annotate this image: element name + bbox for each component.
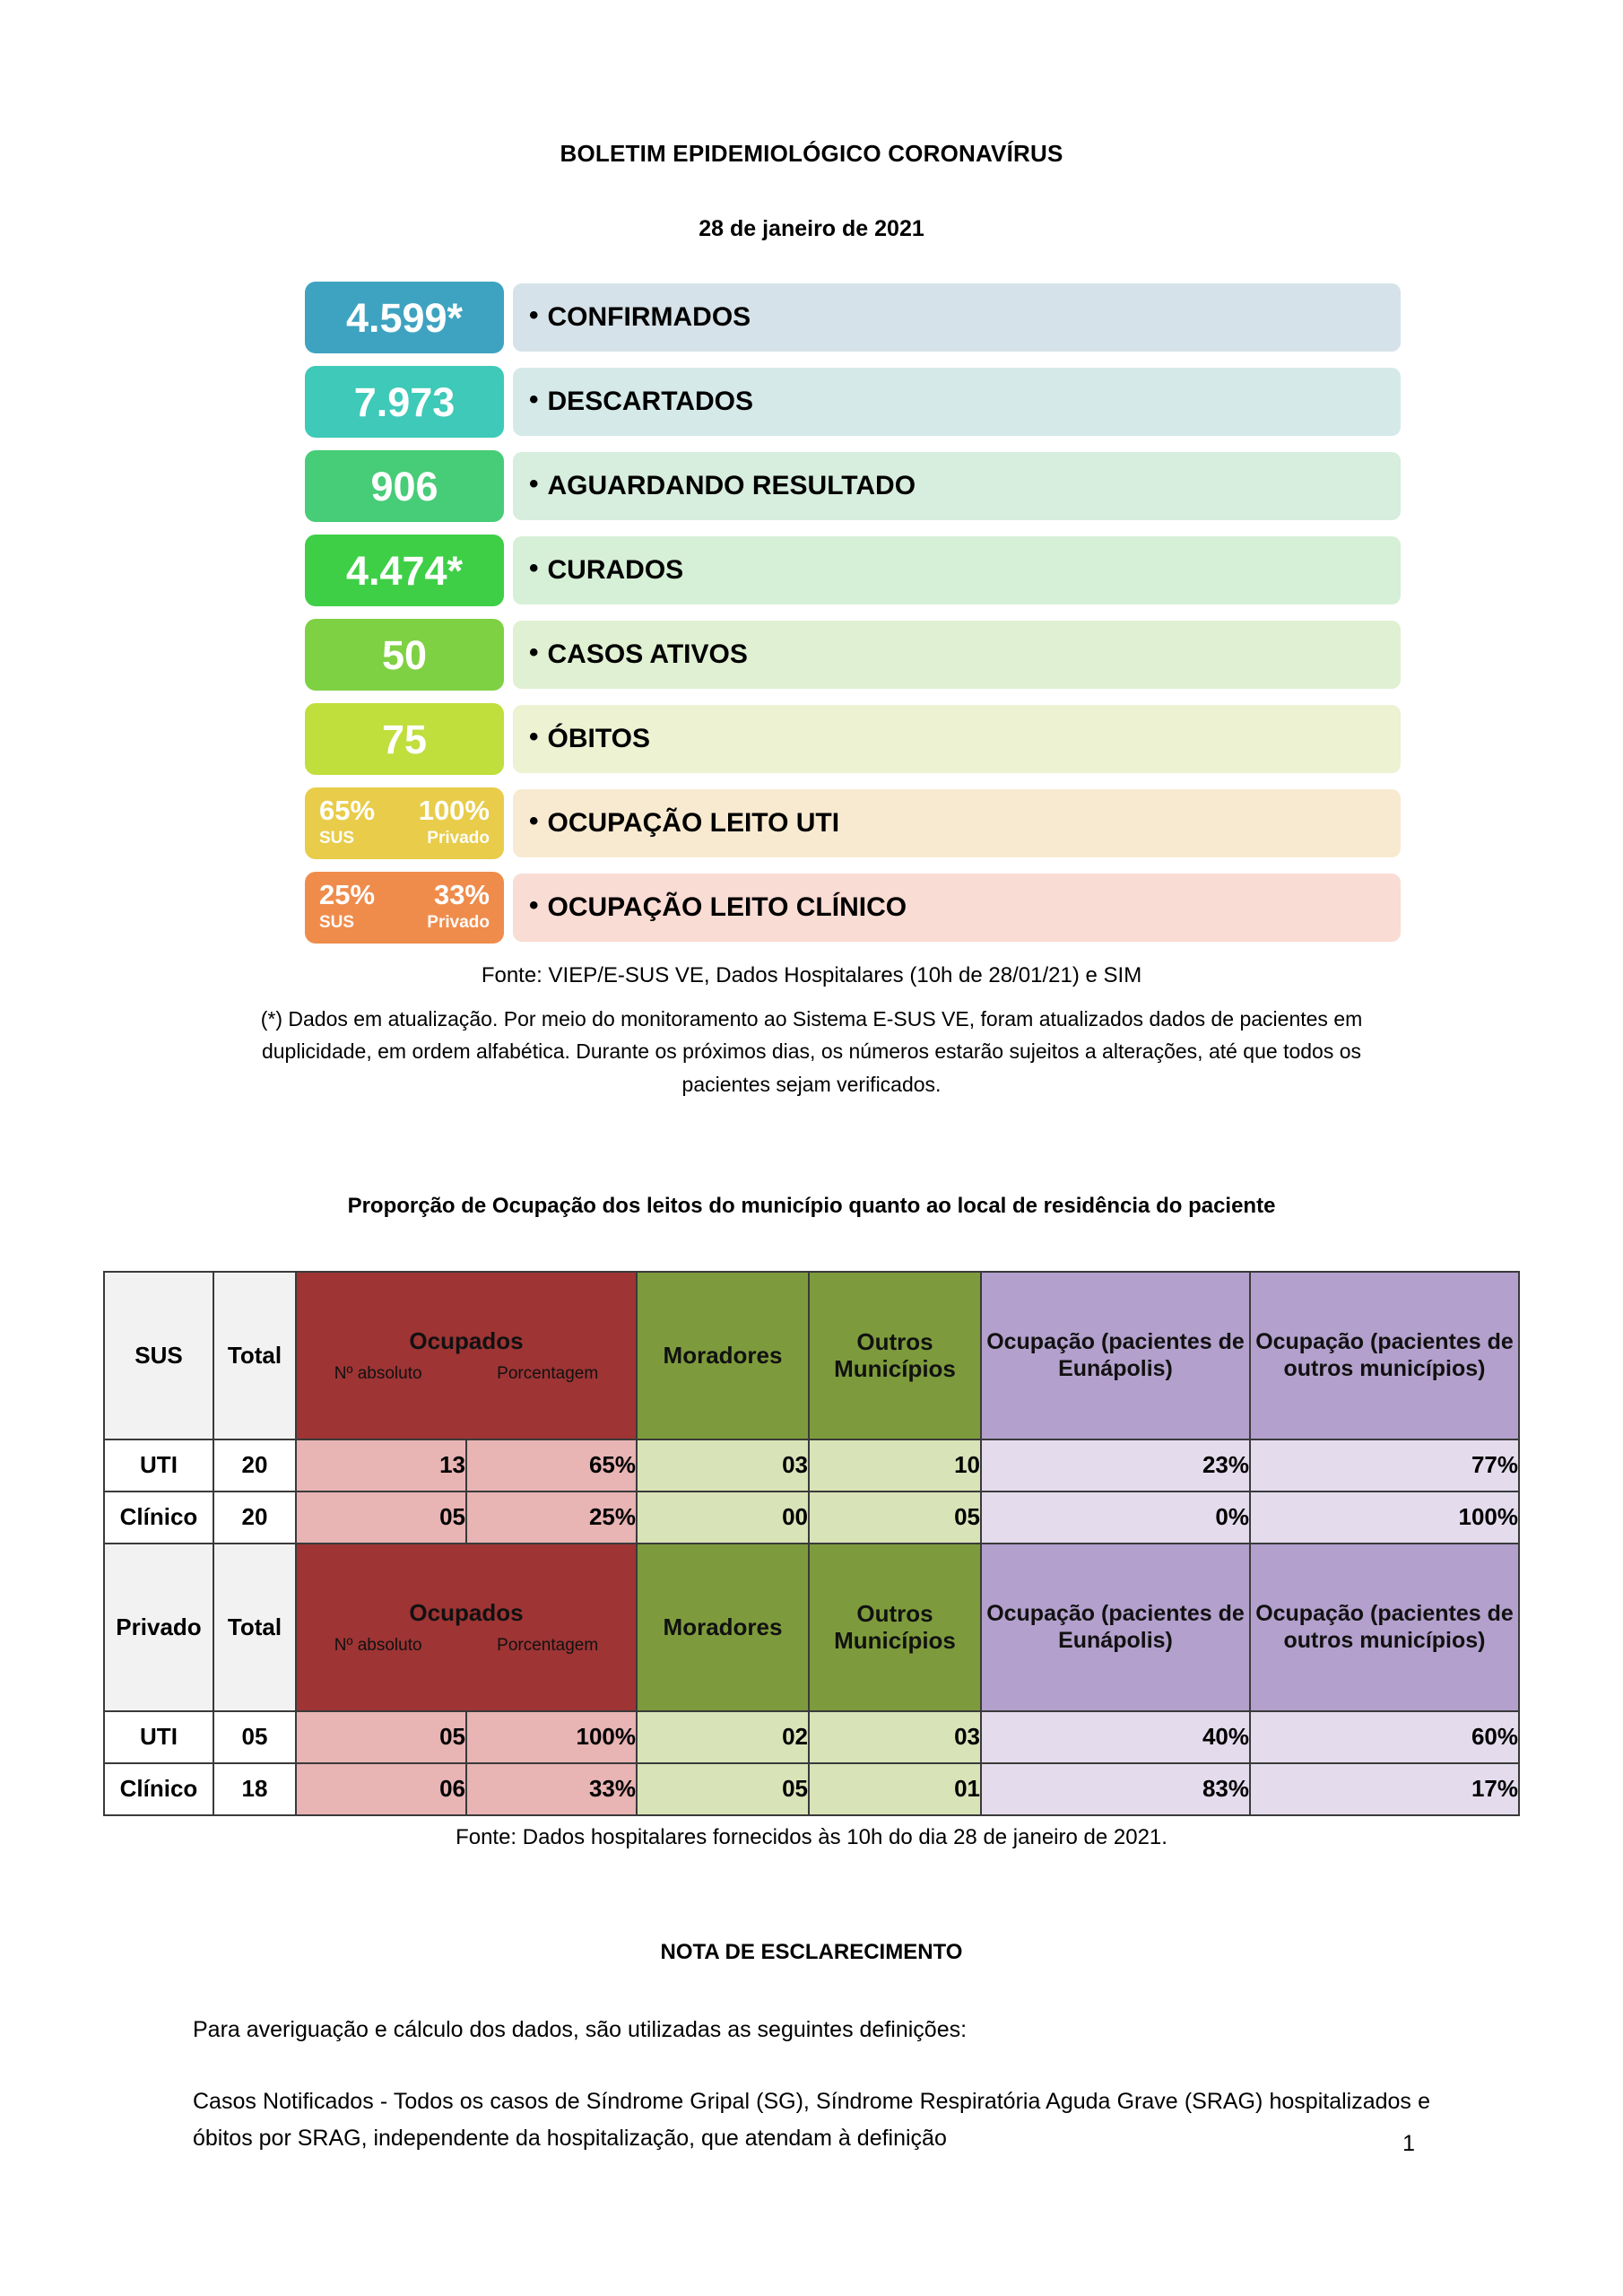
stat-value-aguardando-resultado bbox=[305, 450, 504, 522]
nota-title: NOTA DE ESCLARECIMENTO bbox=[660, 1939, 963, 1964]
cell-ocup-outros: 77% bbox=[1250, 1439, 1519, 1492]
cell-total: 20 bbox=[213, 1439, 296, 1492]
cell-moradores: 00 bbox=[637, 1492, 809, 1544]
stat-value-sus: 25% bbox=[319, 879, 376, 910]
page-number: 1 bbox=[1402, 2131, 1415, 2156]
header-corner-sus: SUS bbox=[104, 1272, 213, 1439]
cell-outros: 01 bbox=[809, 1763, 981, 1815]
stat-value-confirmados bbox=[305, 282, 504, 353]
stat-label-descartados bbox=[513, 368, 1401, 436]
table-row bbox=[104, 1763, 1519, 1815]
header-ocupados-label: Ocupados bbox=[409, 1598, 524, 1626]
stat-sublabel-sus: SUS bbox=[319, 913, 355, 932]
page-date: 28 de janeiro de 2021 bbox=[699, 216, 924, 241]
cell-total: 20 bbox=[213, 1492, 296, 1544]
stat-row-ocupacao-leito-clinico bbox=[0, 872, 1623, 944]
stat-label-text: DESCARTADOS bbox=[547, 387, 753, 416]
occupancy-table bbox=[103, 1271, 1520, 1816]
stat-row-confirmados bbox=[0, 282, 1623, 353]
cell-ocup-eunapolis: 40% bbox=[981, 1711, 1250, 1763]
stat-value-casos-ativos bbox=[305, 619, 504, 691]
cell-ocupados-abs: 06 bbox=[296, 1763, 466, 1815]
cell-ocupados-pct: 65% bbox=[466, 1439, 637, 1492]
cell-categoria: UTI bbox=[104, 1439, 213, 1492]
stats-list bbox=[0, 242, 1623, 944]
bullet-icon: • bbox=[529, 300, 539, 330]
nota-paragraph-2: Casos Notificados - Todos os casos de Síndrome Gripal (SG), Síndrome Respiratória Aguda Grave (SRAG) hospitalizados e óbitos por SRAG, independente da hospitalização, que atendam à definição bbox=[193, 2089, 1430, 2151]
stat-label-text: ÓBITOS bbox=[547, 724, 650, 753]
cell-categoria: Clínico bbox=[104, 1763, 213, 1815]
page-title: BOLETIM EPIDEMIOLÓGICO CORONAVÍRUS bbox=[560, 140, 1063, 167]
stat-value-text: 75 bbox=[381, 716, 428, 762]
cell-moradores: 02 bbox=[637, 1711, 809, 1763]
stat-value-text: 4.474* bbox=[345, 547, 464, 594]
cell-ocup-outros: 17% bbox=[1250, 1763, 1519, 1815]
header-ocupados-pct: Porcentagem bbox=[497, 1363, 599, 1383]
stat-label-confirmados bbox=[513, 283, 1401, 352]
header-ocupados-pct: Porcentagem bbox=[497, 1635, 599, 1655]
cell-ocupados-abs: 05 bbox=[296, 1492, 466, 1544]
cell-ocup-eunapolis: 83% bbox=[981, 1763, 1250, 1815]
stat-row-obitos bbox=[0, 703, 1623, 775]
cell-categoria: UTI bbox=[104, 1711, 213, 1763]
header-ocupacao-outros: Ocupação (pacientes de outros municípios) bbox=[1250, 1272, 1519, 1439]
header-ocupacao-outros: Ocupação (pacientes de outros municípios) bbox=[1250, 1544, 1519, 1711]
stat-label-ocupacao-leito-clinico bbox=[513, 874, 1401, 942]
header-ocupados bbox=[296, 1544, 637, 1711]
stat-label-obitos bbox=[513, 705, 1401, 773]
stat-value-privado: 100% bbox=[418, 795, 490, 826]
header-total: Total bbox=[213, 1272, 296, 1439]
header-outros-municipios: Outros Municípios bbox=[809, 1272, 981, 1439]
stat-value-privado: 33% bbox=[433, 879, 490, 910]
cell-ocupados-pct: 100% bbox=[466, 1711, 637, 1763]
stat-value-sus: 65% bbox=[319, 795, 376, 826]
stat-row-aguardando-resultado bbox=[0, 450, 1623, 522]
stat-value-text: 7.973 bbox=[353, 378, 456, 425]
header-ocupados-abs: Nº absoluto bbox=[334, 1635, 422, 1655]
cell-outros: 05 bbox=[809, 1492, 981, 1544]
stat-sublabel-privado: Privado bbox=[427, 829, 490, 848]
header-ocupados-abs: Nº absoluto bbox=[334, 1363, 422, 1383]
stat-sublabel-privado: Privado bbox=[427, 913, 490, 932]
cell-total: 18 bbox=[213, 1763, 296, 1815]
bullet-icon: • bbox=[529, 553, 539, 583]
header-outros-municipios: Outros Municípios bbox=[809, 1544, 981, 1711]
header-moradores: Moradores bbox=[637, 1272, 809, 1439]
bullet-icon: • bbox=[529, 469, 539, 499]
stat-label-text: CURADOS bbox=[547, 555, 684, 585]
cell-ocupados-pct: 25% bbox=[466, 1492, 637, 1544]
stat-label-ocupacao-leito-uti bbox=[513, 789, 1401, 857]
cell-ocup-outros: 60% bbox=[1250, 1711, 1519, 1763]
nota-paragraph-1: Para averiguação e cálculo dos dados, são utilizadas as seguintes definições: bbox=[193, 2016, 968, 2042]
cell-ocup-outros: 100% bbox=[1250, 1492, 1519, 1544]
stat-value-text: 4.599* bbox=[345, 294, 464, 341]
stat-label-text: OCUPAÇÃO LEITO UTI bbox=[547, 808, 840, 838]
cell-outros: 10 bbox=[809, 1439, 981, 1492]
stat-label-text: AGUARDANDO RESULTADO bbox=[547, 471, 916, 500]
stat-sublabel-sus: SUS bbox=[319, 829, 355, 848]
header-ocupacao-eunapolis: Ocupação (pacientes de Eunápolis) bbox=[981, 1544, 1250, 1711]
stat-label-curados bbox=[513, 536, 1401, 604]
cell-outros: 03 bbox=[809, 1711, 981, 1763]
cell-ocupados-abs: 13 bbox=[296, 1439, 466, 1492]
table-header-row-sus bbox=[104, 1272, 1519, 1439]
header-ocupados bbox=[296, 1272, 637, 1439]
stat-label-text: CASOS ATIVOS bbox=[547, 639, 748, 669]
cell-moradores: 03 bbox=[637, 1439, 809, 1492]
nota-body bbox=[193, 1965, 1430, 2157]
header-ocupados-label: Ocupados bbox=[409, 1326, 524, 1354]
stat-value-ocupacao-leito-uti bbox=[305, 787, 504, 859]
stat-label-casos-ativos bbox=[513, 621, 1401, 689]
header-total: Total bbox=[213, 1544, 296, 1711]
stat-value-curados bbox=[305, 535, 504, 606]
stat-value-text: 906 bbox=[370, 463, 438, 509]
bullet-icon: • bbox=[529, 891, 539, 920]
header-corner-privado: Privado bbox=[104, 1544, 213, 1711]
cell-categoria: Clínico bbox=[104, 1492, 213, 1544]
stat-row-casos-ativos bbox=[0, 619, 1623, 691]
stats-disclaimer: (*) Dados em atualização. Por meio do monitoramento ao Sistema E-SUS VE, foram atualizados dados de pacientes em duplicidade, em ordem alfabética. Durante os próximos dias, os números estarão sujeitos a alterações, até que todos os pacientes sejam verificados. bbox=[260, 1007, 1363, 1096]
header-ocupacao-eunapolis: Ocupação (pacientes de Eunápolis) bbox=[981, 1272, 1250, 1439]
bullet-icon: • bbox=[529, 722, 539, 752]
table-header-row-privado bbox=[104, 1544, 1519, 1711]
table-row bbox=[104, 1492, 1519, 1544]
cell-ocup-eunapolis: 0% bbox=[981, 1492, 1250, 1544]
bullet-icon: • bbox=[529, 385, 539, 414]
stat-row-ocupacao-leito-uti bbox=[0, 787, 1623, 859]
bullet-icon: • bbox=[529, 638, 539, 667]
bullet-icon: • bbox=[529, 806, 539, 836]
stat-value-descartados bbox=[305, 366, 504, 438]
cell-total: 05 bbox=[213, 1711, 296, 1763]
stat-row-descartados bbox=[0, 366, 1623, 438]
stat-label-aguardando-resultado bbox=[513, 452, 1401, 520]
table-row bbox=[104, 1711, 1519, 1763]
cell-ocupados-abs: 05 bbox=[296, 1711, 466, 1763]
stat-value-ocupacao-leito-clinico bbox=[305, 872, 504, 944]
stat-row-curados bbox=[0, 535, 1623, 606]
table-row bbox=[104, 1439, 1519, 1492]
cell-ocup-eunapolis: 23% bbox=[981, 1439, 1250, 1492]
cell-moradores: 05 bbox=[637, 1763, 809, 1815]
stat-value-text: 50 bbox=[381, 631, 428, 678]
stats-source-line: Fonte: VIEP/E-SUS VE, Dados Hospitalares (10h de 28/01/21) e SIM bbox=[481, 963, 1142, 987]
header-moradores: Moradores bbox=[637, 1544, 809, 1711]
stat-value-obitos bbox=[305, 703, 504, 775]
stat-label-text: CONFIRMADOS bbox=[547, 302, 751, 332]
cell-ocupados-pct: 33% bbox=[466, 1763, 637, 1815]
table-title: Proporção de Ocupação dos leitos do município quanto ao local de residência do paciente bbox=[347, 1193, 1276, 1218]
stat-label-text: OCUPAÇÃO LEITO CLÍNICO bbox=[547, 892, 907, 922]
table-source-line: Fonte: Dados hospitalares fornecidos às 10h do dia 28 de janeiro de 2021. bbox=[456, 1824, 1167, 1849]
